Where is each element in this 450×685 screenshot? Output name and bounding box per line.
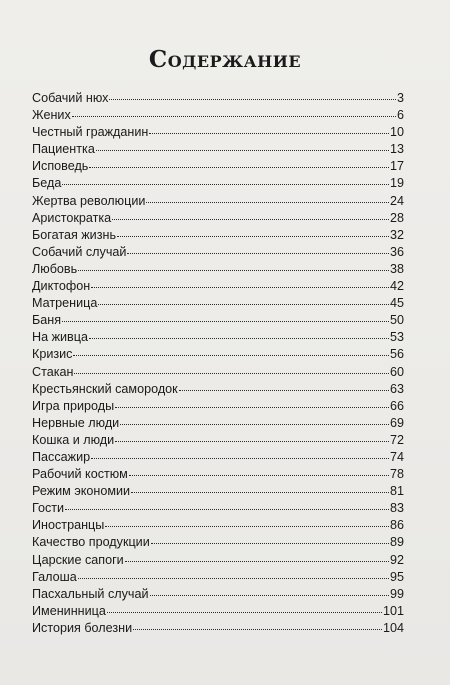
- toc-entry-page-number: 63: [389, 381, 404, 396]
- toc-entry-title: Пасхальный случай: [32, 586, 149, 601]
- toc-entry: [32, 365, 404, 382]
- toc-entry-page-number: 86: [389, 518, 404, 533]
- dot-leader: [65, 508, 389, 510]
- toc-entry-page-number: 95: [389, 569, 404, 584]
- toc-entry: [32, 570, 404, 587]
- toc-entry: [32, 416, 404, 433]
- toc-entry-title: Галоша: [32, 569, 77, 584]
- toc-entry-page-number: 53: [389, 330, 404, 345]
- dot-leader: [120, 423, 389, 425]
- toc-entry-page-number: 3: [396, 91, 404, 105]
- dot-leader: [150, 594, 389, 596]
- toc-entry-title: Кризис: [32, 347, 73, 362]
- toc-entry-page-number: 72: [389, 432, 404, 447]
- toc-entry-page-number: 50: [389, 313, 404, 328]
- toc-entry: [32, 467, 404, 484]
- toc-entry-title: Собачий нюх: [32, 91, 109, 105]
- toc-entry-title: Беда: [32, 176, 62, 191]
- toc-entry-title: История болезни: [32, 620, 133, 635]
- toc-entry-title: Пациентка: [32, 142, 95, 157]
- dot-leader: [131, 491, 389, 493]
- toc-entry: [32, 211, 404, 228]
- dot-leader: [105, 525, 389, 527]
- toc-entry: [32, 279, 404, 296]
- toc-entry-page-number: 99: [389, 586, 404, 601]
- toc-entry: [32, 587, 404, 604]
- dot-leader: [112, 218, 389, 220]
- toc-entry: [32, 125, 404, 142]
- dot-leader: [78, 577, 389, 579]
- dot-leader: [89, 166, 389, 168]
- toc-entry-title: Жених: [32, 108, 71, 123]
- toc-entry: [32, 245, 404, 262]
- toc-entry-title: Кошка и люди: [32, 432, 115, 447]
- dot-leader: [91, 286, 389, 288]
- dot-leader: [98, 303, 389, 305]
- toc-entry-page-number: 13: [389, 142, 404, 157]
- toc-entry-page-number: 74: [389, 449, 404, 464]
- dot-leader: [74, 372, 389, 374]
- toc-entry-title: Качество продукции: [32, 535, 150, 550]
- toc-entry-title: Рабочий костюм: [32, 467, 128, 482]
- toc-entry-page-number: 104: [382, 620, 404, 635]
- dot-leader: [107, 611, 382, 613]
- toc-entry-title: Баня: [32, 313, 62, 328]
- toc-entry: [32, 501, 404, 518]
- toc-entry-title: Именинница: [32, 603, 106, 618]
- toc-entry-page-number: 92: [389, 552, 404, 567]
- toc-entry-title: Матреница: [32, 296, 98, 311]
- toc-entry: [32, 228, 404, 245]
- toc-entry-page-number: 45: [389, 296, 404, 311]
- toc-entry: [32, 347, 404, 364]
- dot-leader: [115, 406, 389, 408]
- toc-entry: [32, 142, 404, 159]
- toc-entry: [32, 91, 404, 108]
- toc-entry-title: Крестьянский самородок: [32, 381, 178, 396]
- toc-entry: [32, 262, 404, 279]
- toc-entry-page-number: 10: [389, 125, 404, 140]
- toc-entry-title: Иностранцы: [32, 518, 105, 533]
- toc-entry: [32, 296, 404, 313]
- dot-leader: [149, 132, 389, 134]
- toc-entry: [32, 433, 404, 450]
- toc-entry-title: На живца: [32, 330, 88, 345]
- toc-entry-page-number: 60: [389, 364, 404, 379]
- toc-entry-title: Режим экономии: [32, 484, 131, 499]
- dot-leader: [129, 474, 389, 476]
- toc-entry-page-number: 32: [389, 227, 404, 242]
- dot-leader: [91, 457, 389, 459]
- dot-leader: [117, 235, 389, 237]
- toc-entry-title: Стакан: [32, 364, 74, 379]
- toc-entry-title: Нервные люди: [32, 415, 120, 430]
- toc-entry: [32, 450, 404, 467]
- toc-entry-page-number: 38: [389, 261, 404, 276]
- toc-entry-title: Честный гражданин: [32, 125, 149, 140]
- page-title: Содержание: [148, 46, 302, 73]
- toc-entry-title: Диктофон: [32, 279, 91, 294]
- dot-leader: [62, 183, 389, 185]
- toc-entry-page-number: 17: [389, 159, 404, 174]
- dot-leader: [146, 201, 389, 203]
- toc-entry-title: Царские сапоги: [32, 552, 124, 567]
- toc-entry: [32, 382, 404, 399]
- toc-entry: [32, 330, 404, 347]
- toc-entry-page-number: 101: [382, 603, 404, 618]
- table-of-contents: [32, 91, 404, 638]
- toc-entry-title: Игра природы: [32, 398, 115, 413]
- toc-entry: [32, 313, 404, 330]
- toc-entry: [32, 535, 404, 552]
- toc-entry: [32, 159, 404, 176]
- toc-entry-title: Аристократка: [32, 210, 112, 225]
- toc-entry-page-number: 66: [389, 398, 404, 413]
- toc-entry: [32, 176, 404, 193]
- toc-entry: [32, 621, 404, 638]
- toc-entry-page-number: 89: [389, 535, 404, 550]
- toc-entry-page-number: 83: [389, 501, 404, 516]
- toc-entry: [32, 553, 404, 570]
- toc-entry: [32, 194, 404, 211]
- toc-entry-page-number: 78: [389, 467, 404, 482]
- toc-entry-title: Богатая жизнь: [32, 227, 117, 242]
- toc-entry-title: Собачий случай: [32, 244, 127, 259]
- dot-leader: [127, 252, 389, 254]
- dot-leader: [125, 560, 389, 562]
- toc-entry: [32, 604, 404, 621]
- dot-leader: [78, 269, 389, 271]
- toc-entry-title: Пассажир: [32, 449, 91, 464]
- toc-entry-page-number: 56: [389, 347, 404, 362]
- toc-entry-title: Любовь: [32, 261, 78, 276]
- toc-entry-page-number: 36: [389, 244, 404, 259]
- toc-entry-title: Исповедь: [32, 159, 89, 174]
- dot-leader: [179, 389, 389, 391]
- dot-leader: [72, 115, 396, 117]
- toc-entry: [32, 108, 404, 125]
- dot-leader: [133, 628, 382, 630]
- toc-entry-page-number: 81: [389, 484, 404, 499]
- dot-leader: [96, 149, 389, 151]
- dot-leader: [62, 320, 389, 322]
- toc-entry: [32, 484, 404, 501]
- dot-leader: [89, 337, 389, 339]
- toc-entry-page-number: 42: [389, 279, 404, 294]
- toc-entry-page-number: 69: [389, 415, 404, 430]
- dot-leader: [73, 354, 389, 356]
- toc-entry-page-number: 19: [389, 176, 404, 191]
- toc-entry: [32, 518, 404, 535]
- toc-entry-page-number: 24: [389, 193, 404, 208]
- toc-entry-title: Жертва революции: [32, 193, 146, 208]
- dot-leader: [109, 98, 396, 100]
- toc-entry-page-number: 28: [389, 210, 404, 225]
- toc-entry-title: Гости: [32, 501, 65, 516]
- dot-leader: [151, 542, 389, 544]
- dot-leader: [115, 440, 389, 442]
- toc-entry: [32, 399, 404, 416]
- toc-entry-page-number: 6: [396, 108, 404, 123]
